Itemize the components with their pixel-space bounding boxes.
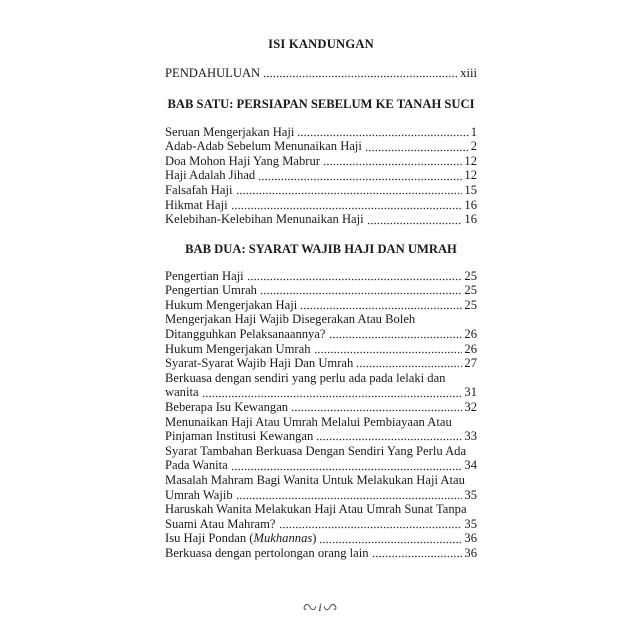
page-number: 33 xyxy=(464,429,477,444)
toc-entry xyxy=(165,298,477,313)
toc-entry xyxy=(165,502,477,531)
entry-line xyxy=(165,502,477,517)
toc-entry xyxy=(165,531,477,546)
dot-leader xyxy=(231,198,463,213)
entry-line-with-page xyxy=(165,400,477,415)
entry-line xyxy=(165,312,477,327)
dot-leader xyxy=(329,327,463,342)
dot-leader xyxy=(372,546,463,561)
entry-title xyxy=(165,488,233,503)
entry-title-text: PENDAHULUAN xyxy=(165,65,261,80)
page-number: 31 xyxy=(464,385,477,400)
entry-title-text: Pengertian Haji xyxy=(165,268,244,283)
entry-line xyxy=(165,415,477,430)
entry-line-with-page xyxy=(165,212,477,227)
entry-title-text: Menunaikan Haji Atau Umrah Melalui Pembiayaan Atau xyxy=(165,414,452,429)
entry-title xyxy=(165,283,257,298)
toc-entry xyxy=(165,198,477,213)
toc-entry xyxy=(165,125,477,140)
entry-line-with-page xyxy=(165,283,477,298)
page-number: 36 xyxy=(464,545,477,560)
toc-entry xyxy=(165,356,477,371)
entry-title xyxy=(165,66,260,81)
dot-leader xyxy=(279,517,463,532)
entry-title-text: Syarat Tambahan Berkuasa Dengan Sendiri Yang Perlu Ada xyxy=(165,443,467,458)
dot-leader xyxy=(365,139,469,154)
page-number: 25 xyxy=(464,297,477,312)
dot-leader xyxy=(314,342,463,357)
page-number: 12 xyxy=(464,168,477,183)
entry-title xyxy=(165,356,353,371)
entry-title-text: Kelebihan-Kelebihan Menunaikan Haji xyxy=(165,212,364,227)
toc-entry xyxy=(165,473,477,502)
toc-entry xyxy=(165,212,477,227)
entry-title-text: Pengertian Umrah xyxy=(165,283,257,298)
entry-list xyxy=(165,269,477,561)
chapter-section xyxy=(165,241,477,561)
entry-line-with-page xyxy=(165,342,477,357)
entry-title-text: Falsafah Haji xyxy=(165,183,233,198)
page-number: 25 xyxy=(464,268,477,283)
toc-entry xyxy=(165,342,477,357)
chapter-heading: BAB SATU: PERSIAPAN SEBELUM KE TANAH SUCI xyxy=(167,96,475,111)
dot-leader xyxy=(367,212,463,227)
page-folio: i xyxy=(318,600,322,614)
page-number: xiii xyxy=(460,65,477,80)
dot-leader xyxy=(236,183,463,198)
toc-entry xyxy=(165,415,477,444)
dot-leader xyxy=(323,154,462,169)
chapter-heading: BAB DUA: SYARAT WAJIB HAJI DAN UMRAH xyxy=(185,241,457,256)
entry-title xyxy=(165,139,362,154)
introduction-entry-block xyxy=(165,66,477,81)
entry-title xyxy=(165,458,228,473)
entry-line-with-page xyxy=(165,356,477,371)
entry-title xyxy=(165,400,288,415)
entry-title-text: Berkuasa dengan pertolongan orang lain xyxy=(165,545,369,560)
page-number: 16 xyxy=(464,197,477,212)
entry-line-with-page xyxy=(165,298,477,313)
entry-title xyxy=(165,415,452,429)
toc-entry xyxy=(165,269,477,284)
entry-title-segment: Isu Haji Pondan ( xyxy=(165,531,254,546)
entry-title-text: Syarat-Syarat Wajib Haji Dan Umrah xyxy=(165,356,354,371)
toc-entry xyxy=(165,139,477,154)
entry-title xyxy=(165,546,369,561)
entry-title-text: Adab-Adab Sebelum Menunaikan Haji xyxy=(165,139,362,154)
toc-entry xyxy=(165,546,477,561)
entry-title xyxy=(165,269,244,284)
toc-entry xyxy=(165,283,477,298)
entry-title-text: Berkuasa dengan sendiri yang perlu ada pada lelaki dan xyxy=(165,370,446,385)
entry-title-text: Pinjaman Institusi Kewangan xyxy=(165,429,314,444)
entry-line xyxy=(165,473,477,488)
dot-leader xyxy=(263,66,458,81)
dot-leader xyxy=(356,356,462,371)
entry-title xyxy=(165,183,233,198)
page-number: 2 xyxy=(470,139,477,154)
entry-title-text: Hukum Mengerjakan Umrah xyxy=(165,341,311,356)
entry-title-text: Doa Mohon Haji Yang Mabrur xyxy=(165,153,320,168)
page-number: 27 xyxy=(464,356,477,371)
entry-line-with-page xyxy=(165,198,477,213)
dot-leader xyxy=(258,168,462,183)
page-number: 36 xyxy=(464,531,477,546)
entry-title xyxy=(165,444,466,458)
entry-title-text: Pada Wanita xyxy=(165,458,228,473)
table-of-contents xyxy=(165,35,477,560)
chapter-section xyxy=(165,96,477,227)
entry-line-with-page xyxy=(165,327,477,342)
entry-title xyxy=(165,327,326,342)
entry-line-with-page xyxy=(165,269,477,284)
introduction-entry xyxy=(165,66,477,81)
entry-line-with-page xyxy=(165,139,477,154)
entry-title-text: Hukum Mengerjakan Haji xyxy=(165,297,298,312)
entry-title xyxy=(165,212,364,227)
entry-title xyxy=(165,531,316,546)
page-number: 12 xyxy=(464,153,477,168)
entry-line-with-page xyxy=(165,183,477,198)
dot-leader xyxy=(300,298,462,313)
toc-entry xyxy=(165,444,477,473)
entry-title xyxy=(165,342,311,357)
dot-leader xyxy=(202,385,463,400)
entry-title xyxy=(165,312,415,326)
toc-entry xyxy=(165,183,477,198)
entry-line xyxy=(165,371,477,386)
entry-title-text: Haruskah Wanita Melakukan Haji Atau Umrah Sunat Tanpa xyxy=(165,502,467,517)
entry-line-with-page xyxy=(165,66,477,81)
page-number: 32 xyxy=(464,399,477,414)
entry-title-text: wanita xyxy=(165,385,199,400)
entry-title xyxy=(165,198,228,213)
page-number: 35 xyxy=(464,516,477,531)
entry-title xyxy=(165,473,465,487)
entry-line-with-page xyxy=(165,517,477,532)
entry-title-text: Suami Atau Mahram? xyxy=(165,516,276,531)
entry-title xyxy=(165,298,297,313)
page-number: 26 xyxy=(464,326,477,341)
toc-entry xyxy=(165,371,477,400)
dot-leader xyxy=(291,400,462,415)
entry-title xyxy=(165,168,255,183)
dot-leader xyxy=(231,458,463,473)
entry-line-with-page xyxy=(165,385,477,400)
entry-title-italic: Mukhannas xyxy=(253,531,313,546)
dot-leader xyxy=(236,488,463,503)
entry-title-text: Umrah Wajib xyxy=(165,487,233,502)
dot-leader xyxy=(316,429,462,444)
page-folio-block xyxy=(0,598,640,616)
entry-title-text: Seruan Mengerjakan Haji xyxy=(165,124,295,139)
ornament-left-icon xyxy=(303,602,317,612)
entry-title xyxy=(165,154,320,169)
toc-entry xyxy=(165,400,477,415)
page-number: 26 xyxy=(464,341,477,356)
dot-leader xyxy=(297,125,468,140)
ornament-right-icon xyxy=(323,602,337,612)
entry-title-text: Hikmat Haji xyxy=(165,197,228,212)
toc-entry xyxy=(165,168,477,183)
entry-title-text: Ditangguhkan Pelaksanaannya? xyxy=(165,326,326,341)
entry-title xyxy=(165,371,445,385)
page-number: 16 xyxy=(464,212,477,227)
dot-leader xyxy=(247,269,463,284)
entry-title xyxy=(165,385,199,400)
entry-line-with-page xyxy=(165,531,477,546)
entry-title-text: Mengerjakan Haji Wajib Disegerakan Atau Boleh xyxy=(165,312,416,327)
dot-leader xyxy=(319,531,462,546)
entry-list xyxy=(165,125,477,227)
toc-entry xyxy=(165,312,477,341)
page-number: 25 xyxy=(464,283,477,298)
entry-line-with-page xyxy=(165,458,477,473)
entry-title xyxy=(165,517,276,532)
entry-line-with-page xyxy=(165,168,477,183)
entry-title-text: Masalah Mahram Bagi Wanita Untuk Melakukan Haji Atau xyxy=(165,472,465,487)
dot-leader xyxy=(260,283,462,298)
entry-title xyxy=(165,502,467,516)
entry-title xyxy=(165,429,313,444)
entry-line-with-page xyxy=(165,154,477,169)
page-number: 15 xyxy=(464,183,477,198)
entry-line-with-page xyxy=(165,546,477,561)
entry-title xyxy=(165,125,294,140)
entry-line-with-page xyxy=(165,488,477,503)
toc-entry xyxy=(165,154,477,169)
page-number: 34 xyxy=(464,458,477,473)
page-number: 35 xyxy=(464,487,477,502)
entry-title-text: Beberapa Isu Kewangan xyxy=(165,399,289,414)
entry-line xyxy=(165,444,477,459)
page-title: ISI KANDUNGAN xyxy=(268,37,374,51)
entry-line-with-page xyxy=(165,125,477,140)
entry-line-with-page xyxy=(165,429,477,444)
page-number: 1 xyxy=(470,124,477,139)
chapter-list xyxy=(165,96,477,561)
entry-title-text: Haji Adalah Jihad xyxy=(165,168,256,183)
entry-title-segment: ) xyxy=(312,531,317,546)
